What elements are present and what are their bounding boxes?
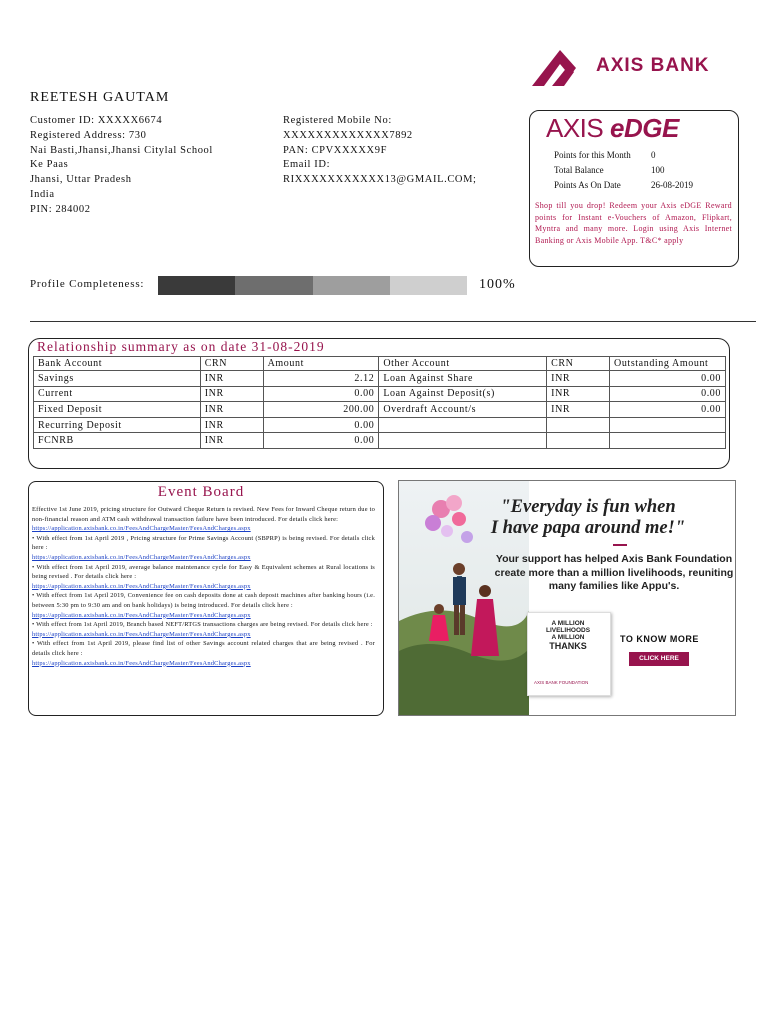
profile-completeness-label: Profile Completeness: (30, 278, 145, 290)
edge-promo-text: Shop till you drop! Redeem your Axis eDGE Reward points for Instant e-Vouchers of Amazon, Flipkart, Myntra and many more. Login using Axis Internet Banking or Axis Mobile App. T&C* apply (535, 201, 732, 245)
table-cell: INR (547, 402, 610, 418)
table-cell: INR (200, 402, 263, 418)
table-cell: INR (200, 371, 263, 387)
customer-name: REETESH GAUTAM (30, 90, 170, 105)
card-line: A MILLION (551, 620, 585, 627)
points-value: 0 (651, 150, 656, 160)
edge-logo-edge: eDGE (609, 113, 679, 143)
table-header-cell: Bank Account (34, 357, 201, 371)
profile-completeness-bar (158, 276, 467, 295)
table-header-cell: CRN (547, 357, 610, 371)
axis-edge-logo (546, 113, 679, 144)
event-item (32, 591, 375, 620)
event-item (32, 505, 375, 534)
table-cell: Savings (34, 371, 201, 387)
event-item (32, 534, 375, 563)
address-label: Registered Address: 730 (30, 129, 147, 141)
table-row (34, 402, 726, 418)
table-cell: Fixed Deposit (34, 402, 201, 418)
table-cell: Loan Against Deposit(s) (379, 386, 547, 402)
points-label: Total Balance (554, 165, 604, 175)
table-cell (610, 433, 726, 449)
event-text: • With effect from 1st April 2019 , Pricing structure for Prime Savings Account (SBPRP) is being revised. For details click here : (32, 534, 375, 552)
email-address: RIXXXXXXXXXXX13@GMAIL.COM; (283, 174, 477, 186)
ad-click-here-button[interactable]: CLICK HERE (629, 652, 689, 666)
pan-number: PAN: CPVXXXXX9F (283, 144, 388, 156)
profile-completeness-percent: 100% (479, 277, 516, 292)
table-cell: 0.00 (610, 386, 726, 402)
bank-name: AXIS BANK (596, 55, 710, 76)
table-header-row (34, 357, 726, 371)
card-line: THANKS (549, 641, 587, 651)
progress-segment (235, 276, 312, 295)
relationship-summary-title: Relationship summary as on date 31-08-2019 (37, 339, 325, 354)
address-line-2: Ke Paas (30, 159, 69, 171)
ad-headline-line-2: I have papa around me!" (490, 518, 686, 538)
points-value: 26-08-2019 (651, 180, 693, 190)
table-cell: INR (200, 433, 263, 449)
table-header-cell: Outstanding Amount (610, 357, 726, 371)
fees-charges-link[interactable]: https://application.axisbank.co.in/FeesAndChargeMaster/FeesAndCharges.aspx (32, 553, 251, 561)
progress-segment (158, 276, 235, 295)
table-cell: INR (200, 386, 263, 402)
table-cell: 0.00 (610, 371, 726, 387)
ad-know-more: TO KNOW MORE (620, 634, 699, 644)
table-cell (610, 417, 726, 433)
fees-charges-link[interactable]: https://application.axisbank.co.in/FeesAndChargeMaster/FeesAndCharges.aspx (32, 630, 251, 638)
progress-segment (313, 276, 390, 295)
table-cell: Recurring Deposit (34, 417, 201, 433)
address-country: India (30, 188, 55, 200)
event-text: • With effect from 1st April 2019, Branch based NEFT/RTGS transactions charges are being revised. For details click here : (32, 621, 373, 629)
table-header-cell: Amount (263, 357, 379, 371)
table-cell: 0.00 (263, 386, 379, 402)
points-label: Points As On Date (554, 180, 621, 190)
fees-charges-link[interactable]: https://application.axisbank.co.in/FeesAndChargeMaster/FeesAndCharges.aspx (32, 611, 251, 619)
points-row (554, 148, 693, 163)
event-text: Effective 1st June 2019, pricing structure for Outward Cheque Return is revised. New Fees for Inward Cheque return due to non-financial reason and ATM cash withdrawal transaction failure have been introduced. For details click here: (32, 506, 375, 523)
table-cell: INR (547, 371, 610, 387)
address-pin: PIN: 284002 (30, 203, 91, 215)
points-row (554, 163, 693, 178)
card-line: A MILLION (551, 634, 585, 641)
mobile-number: XXXXXXXXXXXXX7892 (283, 129, 413, 141)
event-text: • With effect from 1st April 2019, average balance maintenance cycle for Easy & Equivalent schemes at Rural locations is being revised . For details click here : (32, 563, 375, 581)
fees-charges-link[interactable]: https://application.axisbank.co.in/FeesAndChargeMaster/FeesAndCharges.aspx (32, 659, 251, 667)
table-cell: 2.12 (263, 371, 379, 387)
table-cell: 0.00 (610, 402, 726, 418)
event-text: • With effect from 1st April 2019, Convenience fee on cash deposits done at cash deposit machines after banking hours (i.e. between 5:30 pm to 9:30 am and on bank holidays) is being introduced. For details click here : (32, 592, 375, 609)
table-cell: Current (34, 386, 201, 402)
ad-card-text (530, 620, 606, 652)
progress-segment (390, 276, 467, 295)
address-city: Jhansi, Uttar Pradesh (30, 174, 132, 186)
table-cell: INR (200, 417, 263, 433)
table-header-cell: Other Account (379, 357, 547, 371)
address-line-1: Nai Basti,Jhansi,Jhansi Citylal School (30, 144, 213, 156)
ad-headline (442, 497, 734, 539)
event-text: • With effect from 1st April 2019, please find list of other Savings account related charges that are being revised . For details click here : (32, 640, 375, 657)
fees-charges-link[interactable]: https://application.axisbank.co.in/FeesAndChargeMaster/FeesAndCharges.aspx (32, 582, 251, 590)
table-cell: Overdraft Account/s (379, 402, 547, 418)
mobile-label: Registered Mobile No: (283, 115, 392, 126)
table-cell: 200.00 (263, 402, 379, 418)
table-cell (547, 417, 610, 433)
table-row (34, 433, 726, 449)
event-item (32, 620, 375, 639)
points-label: Points for this Month (554, 150, 631, 160)
contact-details (283, 114, 477, 188)
table-row (34, 386, 726, 402)
divider (30, 321, 756, 322)
table-row (34, 371, 726, 387)
event-board-title: Event Board (157, 484, 245, 500)
event-board-body (32, 505, 375, 668)
ad-divider (613, 544, 627, 547)
points-table (554, 148, 693, 193)
table-cell: INR (547, 386, 610, 402)
table-cell: 0.00 (263, 433, 379, 449)
customer-id: Customer ID: XXXXX6674 (30, 115, 163, 126)
edge-logo-axis: AXIS (546, 113, 610, 143)
ad-headline-line-1: "Everyday is fun when (500, 497, 676, 517)
card-line: LIVELIHOODS (545, 627, 591, 634)
table-row (34, 417, 726, 433)
relationship-table (33, 356, 726, 449)
ad-subtext: Your support has helped Axis Bank Foundation create more than a million livelihoods, reuniting many families like Appu's. (494, 553, 734, 592)
table-cell (379, 417, 547, 433)
event-item (32, 639, 375, 668)
points-row (554, 178, 693, 193)
table-cell (547, 433, 610, 449)
fees-charges-link[interactable]: https://application.axisbank.co.in/FeesAndChargeMaster/FeesAndCharges.aspx (32, 525, 251, 533)
table-cell (379, 433, 547, 449)
email-label: Email ID: (283, 159, 331, 171)
table-cell: 0.00 (263, 417, 379, 433)
table-cell: FCNRB (34, 433, 201, 449)
customer-details (30, 114, 213, 218)
table-header-cell: CRN (200, 357, 263, 371)
event-item (32, 563, 375, 592)
ad-card-footer: AXIS BANK FOUNDATION (534, 680, 589, 685)
points-value: 100 (651, 165, 665, 175)
table-cell: Loan Against Share (379, 371, 547, 387)
